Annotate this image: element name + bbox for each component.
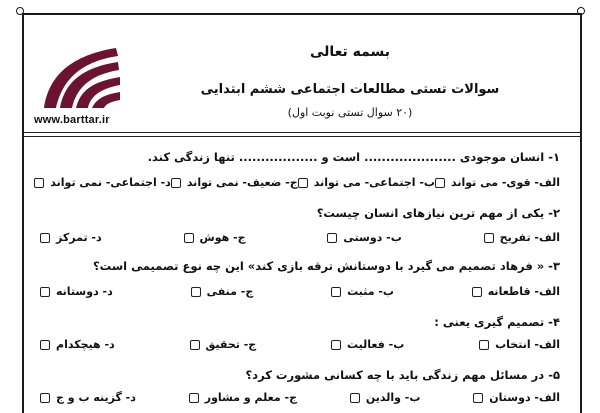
option-label: د- هیچکدام (56, 338, 115, 351)
q2-option-c[interactable] (184, 231, 246, 244)
q1-option-c[interactable] (171, 176, 298, 189)
option-label: الف- دوستان (489, 391, 560, 404)
checkbox[interactable] (298, 178, 308, 188)
checkbox[interactable] (472, 287, 482, 297)
q2-option-b[interactable] (327, 231, 401, 244)
q2-option-d[interactable] (40, 231, 102, 244)
q3-option-b[interactable] (331, 285, 394, 298)
option-label: ج- ضعیف- نمی تواند (186, 176, 298, 189)
checkbox[interactable] (473, 393, 483, 403)
option-label: الف- قاطعانه (487, 285, 560, 298)
q1-option-d[interactable] (34, 176, 171, 189)
header-divider (22, 132, 582, 133)
exam-subtitle: (۲۰ سوال تستی نوبت اول) (287, 106, 413, 119)
checkbox[interactable] (331, 340, 341, 350)
checkbox[interactable] (40, 287, 50, 297)
option-label: د- گزینه ب و ج (56, 391, 136, 404)
q3-option-d[interactable] (40, 285, 113, 298)
q5-option-c[interactable] (189, 391, 297, 404)
question-2-options (40, 231, 560, 244)
q5-option-d[interactable] (40, 391, 136, 404)
checkbox[interactable] (484, 233, 494, 243)
q5-option-a[interactable] (473, 391, 560, 404)
q3-option-a[interactable] (472, 285, 560, 298)
question-5-options (40, 391, 560, 404)
checkbox[interactable] (331, 287, 341, 297)
q2-option-a[interactable] (484, 231, 560, 244)
checkbox[interactable] (479, 340, 489, 350)
checkbox[interactable] (350, 393, 360, 403)
q5-option-b[interactable] (350, 391, 421, 404)
question-1: ۱- انسان موجودی ..................... است و .................. تنها زندگی کند. (147, 150, 560, 164)
option-label: ج- منفی (206, 285, 254, 298)
option-label: د- دوستانه (56, 285, 113, 298)
option-label: الف- انتخاب (495, 338, 560, 351)
q1-option-b[interactable] (298, 176, 435, 189)
checkbox[interactable] (40, 393, 50, 403)
q3-option-c[interactable] (191, 285, 254, 298)
checkbox[interactable] (184, 233, 194, 243)
header-divider-inner (22, 136, 582, 137)
bismillah-heading: بسمه تعالی (309, 44, 391, 60)
q4-option-c[interactable] (190, 338, 257, 351)
option-label: ب- اجتماعی- می تواند (313, 176, 435, 189)
question-3: ۳- « فرهاد تصمیم می گیرد با دوستانش ترقه بازی کند» این چه نوع تصمیمی است؟ (93, 259, 560, 273)
checkbox[interactable] (327, 233, 337, 243)
option-label: ب- فعالیت (347, 338, 405, 351)
option-label: ج- تحقیق (205, 338, 257, 351)
question-1-options (40, 176, 560, 189)
option-label: ب- والدین (365, 391, 421, 404)
q4-option-b[interactable] (331, 338, 404, 351)
q1-option-a[interactable] (435, 176, 560, 189)
checkbox[interactable] (189, 393, 199, 403)
website-url: www.barttar.ir (34, 114, 110, 126)
option-label: الف- تفریح (499, 231, 560, 244)
option-label: ب- مثبت (347, 285, 394, 298)
question-4-options (40, 338, 560, 351)
option-label: ج- معلم و مشاور (204, 391, 298, 404)
barttar-logo (38, 42, 124, 112)
checkbox[interactable] (435, 178, 445, 188)
checkbox[interactable] (34, 178, 44, 188)
question-3-options (40, 285, 560, 298)
checkbox[interactable] (171, 178, 181, 188)
question-4: ۴- تصمیم گیری یعنی : (434, 315, 560, 329)
option-label: ب- دوستی (343, 231, 402, 244)
exam-title: سوالات تستی مطالعات اجتماعی ششم ابتدایی (200, 82, 500, 97)
checkbox[interactable] (191, 287, 201, 297)
question-5: ۵- در مسائل مهم زندگی باید با چه کسانی مشورت کرد؟ (245, 368, 560, 382)
q4-option-d[interactable] (40, 338, 115, 351)
checkbox[interactable] (40, 340, 50, 350)
checkbox[interactable] (190, 340, 200, 350)
option-label: د- اجتماعی- نمی تواند (50, 176, 171, 189)
option-label: د- تمرکز (56, 231, 102, 244)
option-label: ج- هوش (199, 231, 246, 244)
option-label: الف- قوی- می تواند (450, 176, 560, 189)
checkbox[interactable] (40, 233, 50, 243)
question-2: ۲- یکی از مهم ترین نیازهای انسان چیست؟ (316, 206, 560, 220)
q4-option-a[interactable] (479, 338, 560, 351)
